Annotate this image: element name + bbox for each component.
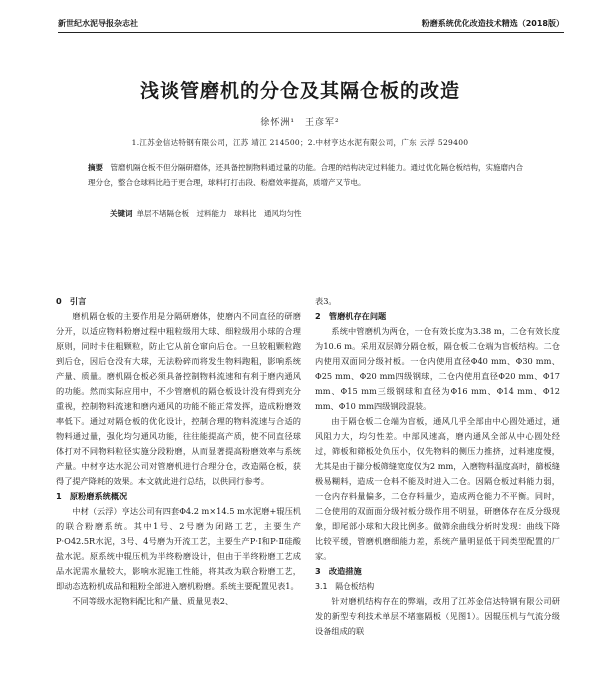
keywords-label: 关键词 [110,209,133,218]
article-affiliations: 1.江苏金信达特钢有限公司，江苏 靖江 214500；2.中材亨达水泥有限公司，广东 云浮 529400 [131,138,469,147]
subsection-heading: 3.1 隔仓板结构 [315,582,375,591]
paragraph: 磨机隔仓板的主要作用是分隔研磨体，使磨内不同直径的研磨分开，以适应物料粉磨过程中粗粒级用大球、细粒级用小球的合理原则，同时卡住粗颗粒，防止它从前仓窜向后仓。一旦较粗颗粒跑到后仓，因后仓没有大球，无法粉碎而将发生物料跑粗，影响系统产量、质量。磨机隔仓板必须具备控制物料流速和有利于磨内通风的功能。然而实际应用中，不少管磨机的隔仓板设计没有得到充分重视，控制物料流速和磨内通风的功能不能正常发挥，造成粉磨效率低下。通过对隔仓板的优化设计，控制合理的物料流速与合适的物料通过量，强化均匀通风功能，往往能提高产质，使不同直径球体打对不同物料粒径实施分段粉磨，从而显著提高粉磨效率与系统产量。中材亨达水泥公司对管磨机进行合理分仓，改造隔仓板，获得了提产降耗的效果。本文就此进行总结，以供同行参考。 [56,311,301,486]
paragraph: 针对磨机结构存在的弊端，改用了江苏金信达特钢有限公司研发的新型专利技术单层不堵塞隔板（见图1）。因辊压机与气流分级设备组成的联 [315,596,560,636]
article-title: 浅谈管磨机的分仓及其隔仓板的改造 [139,80,460,102]
left-column [56,294,301,609]
running-header [58,16,564,33]
abstract-text: 管磨机隔仓板不但分隔研磨体，还具备控制物料通过量的功能。合理的结构决定过料能力。通过优化隔仓板结构，实施磨内合理分仓，整合仓球料比趋于更合理，球料打打击段、粉磨效率提高，质增产又节电。 [88,163,523,187]
header-collection: 粉磨系统优化改造技术精选（2018版） [421,19,564,28]
section-heading: 0 引言 [56,296,87,306]
section-heading: 2 管磨机存在问题 [315,311,387,321]
paragraph: 由于隔仓板二仓端为盲板，通风几乎全部由中心圆处通过，通风阻力大，均匀性差。中部风速高，磨内通风全部从中心圆处经过，筛板和筛板处负压小，仅先物料的侧压力推挤，过料速度慢，尤其是由于篩分板筛缝宽度仅为2 mm，入磨物料温度高时，篩板缝极易糊料，造成一仓料不能及时进入二仓。因隔仓板过料能力弱，一仓内存料量偏多，二仓存料量少，造成两仓能力不平衡。同时，二仓使用的双面面分级衬板分级作用不明显，研磨体存在反分级现象，即尾部小球和大段比例多。做筛余曲线分析时发现：曲线下降比较平缓，管磨机磨细能力差，系统产量明显低于同类型配置的厂家。 [315,416,560,561]
keywords-text: 单层不堵隔仓板 过料能力 球料比 通风均匀性 [136,209,302,218]
right-column [315,294,560,639]
paragraph: 系统中管磨机为两仓，一仓有效长度为3.38 m，二仓有效长度为10.6 m。采用双层筛分隔仓板，隔仓板二仓端为盲板结构。二仓内使用双面同分级衬板。一仓内使用直径Φ40 mm、Φ30 mm、Φ25 mm、Φ20 mm四级钢球，二仓内使用直径Φ20 mm、Φ17 mm、Φ15 mm三级钢球和直径为Φ16 mm、Φ14 mm、Φ12 mm、Φ10 mm四级钢段混装。 [315,326,560,411]
header-publisher: 新世纪水泥导报杂志社 [58,19,138,28]
keywords [110,207,530,221]
paragraph: 中材（云浮）亨达公司有四套Φ4.2 m×14.5 m水泥磨+辊压机的联合粉磨系统。其中1号、2号磨为闭路工艺，主要生产P·O42.5R水泥，3号、4号磨为开流工艺，主要生产P·Ⅰ和P·Ⅱ硅酸盐水泥。原系统中辊压机为半终粉磨设计，但由于半终粉磨工艺成品水泥需水量较大，影响水泥施工性能，将其改为联合粉磨工艺，即动态选粉机成品和粗粉全部进入磨机粉磨。系统主要配置见表1。 [56,506,301,591]
paragraph: 不同等级水泥物料配比和产量、质量见表2、 [72,596,234,606]
abstract-label: 摘要 [88,163,103,172]
paragraph: 表3。 [315,296,337,306]
section-heading: 1 原粉磨系统概况 [56,491,128,501]
abstract [88,160,528,190]
article-authors: 徐怀洲¹ 王彦军² [260,118,340,128]
section-heading: 3 改造措施 [315,566,362,576]
